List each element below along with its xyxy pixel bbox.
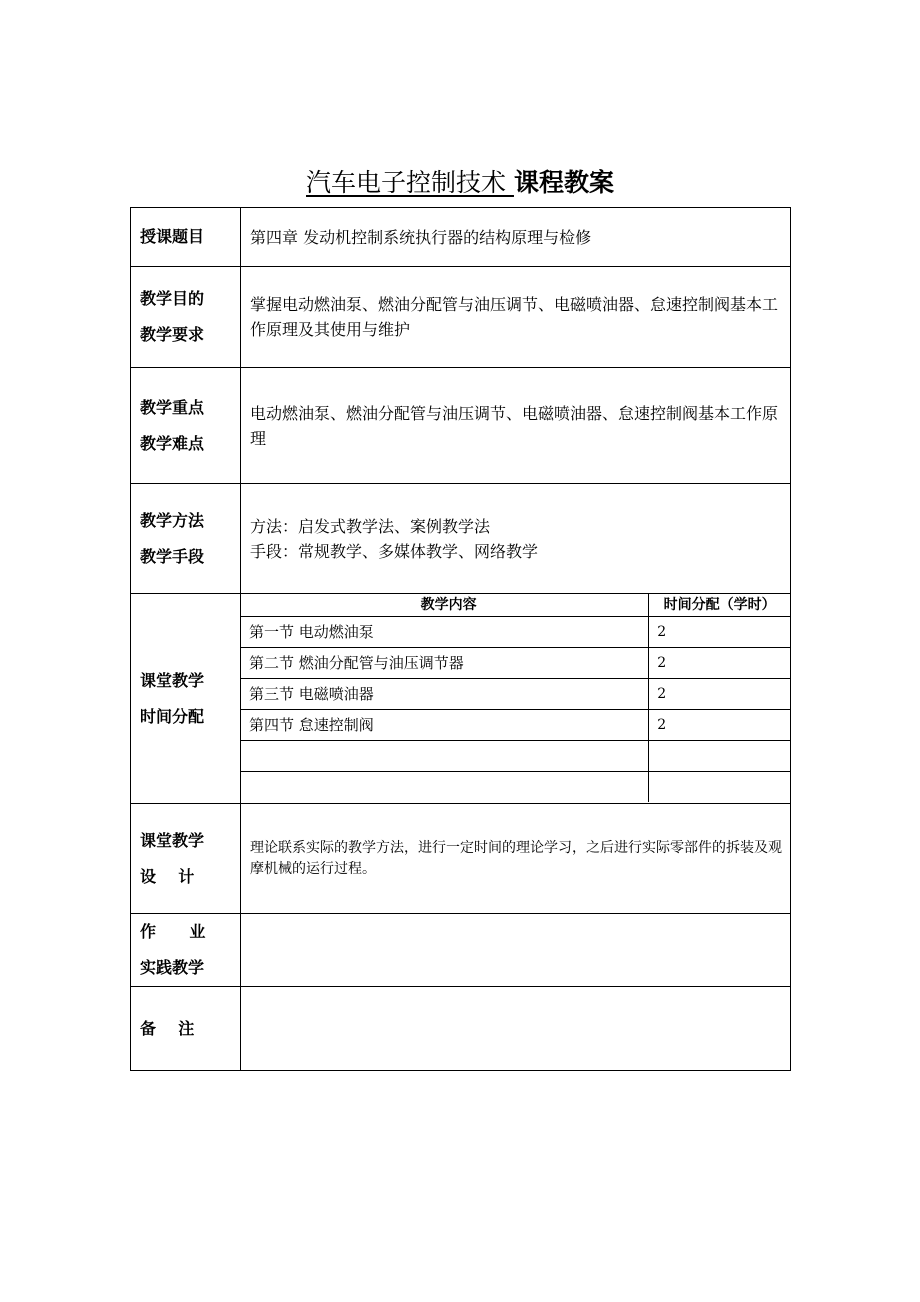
row-homework [131,914,791,987]
label-remarks: 备 注 [131,987,241,1071]
label-methods: 教学方法 教学手段 [131,484,241,594]
value-topic: 第四章 发动机控制系统执行器的结构原理与检修 [241,208,791,267]
table-row [241,648,790,679]
page-title [0,166,920,200]
header-content: 教学内容 [241,594,649,617]
course-name: 汽车电子控制技术 [306,168,514,197]
table-row [241,710,790,741]
table-row [241,679,790,710]
row-schedule [131,594,791,804]
schedule-content: 第四节 怠速控制阀 [241,710,649,741]
value-methods [241,484,791,594]
lesson-plan-table [130,207,791,1071]
title-suffix: 课程教案 [513,168,614,197]
table-row [241,617,790,648]
row-keypoints [131,368,791,484]
schedule-hours: 2 [649,617,790,648]
schedule-hours: 2 [649,648,790,679]
label-design: 课堂教学 设 计 [131,804,241,914]
label-objectives: 教学目的 教学要求 [131,267,241,368]
schedule-table [241,594,790,802]
methods-line: 方法：启发式教学法、案例教学法 [250,516,491,536]
value-keypoints: 电动燃油泵、燃油分配管与油压调节、电磁喷油器、怠速控制阀基本工作原理 [241,368,791,484]
value-schedule [241,594,791,804]
schedule-content: 第二节 燃油分配管与油压调节器 [241,648,649,679]
schedule-header [241,594,790,617]
row-methods [131,484,791,594]
label-topic: 授课题目 [131,208,241,267]
schedule-content: 第三节 电磁喷油器 [241,679,649,710]
row-objectives [131,267,791,368]
schedule-hours [649,741,790,772]
schedule-hours [649,772,790,803]
means-line: 手段：常规教学、多媒体教学、网络教学 [250,541,539,561]
schedule-content [241,741,649,772]
schedule-content: 第一节 电动燃油泵 [241,617,649,648]
value-design: 理论联系实际的教学方法，进行一定时间的理论学习，之后进行实际零部件的拆装及观摩机械的运行过程。 [241,804,791,914]
header-hours: 时间分配（学时） [649,594,790,617]
row-design [131,804,791,914]
row-topic [131,208,791,267]
row-remarks [131,987,791,1071]
schedule-content [241,772,649,803]
table-row [241,741,790,772]
label-schedule: 课堂教学 时间分配 [131,594,241,804]
label-homework: 作 业 实践教学 [131,914,241,987]
table-row [241,772,790,803]
schedule-hours: 2 [649,679,790,710]
label-keypoints: 教学重点 教学难点 [131,368,241,484]
value-objectives: 掌握电动燃油泵、燃油分配管与油压调节、电磁喷油器、怠速控制阀基本工作原理及其使用与维护 [241,267,791,368]
value-remarks [241,987,791,1071]
value-homework [241,914,791,987]
schedule-hours: 2 [649,710,790,741]
